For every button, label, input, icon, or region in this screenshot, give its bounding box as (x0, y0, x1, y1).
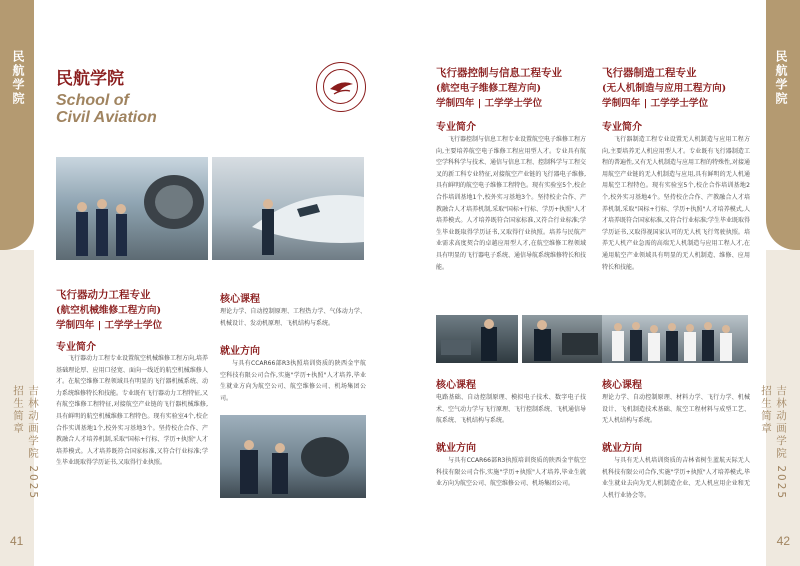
wing-emblem-icon (324, 70, 359, 105)
core-text: 理论力学、自动控制原理、工程热力学、气体动力学、机械设计、发动机原理、飞机结构与系统。 (220, 308, 366, 327)
major-b-core-heading: 核心课程 (602, 380, 642, 391)
intro-heading: 专业简介 (56, 342, 96, 353)
major-a-intro-heading: 专业简介 (436, 122, 476, 133)
major-subtitle: (航空机械维修工程方向) (56, 305, 162, 316)
college-title-en-line1: School of (56, 92, 129, 109)
engine-training-illustration (220, 415, 366, 498)
major-b-core-text: 理论力学、自动控制原理、材料力学、飞行力学、机械设计、飞机制造技术基础、航空工程材料与成型工艺、无人机结构与系统。 (602, 394, 750, 425)
major-a-employ-heading: 就业方向 (436, 443, 476, 454)
major-degree: 学制四年 | 工学学士学位 (56, 320, 163, 331)
college-emblem-logo (316, 62, 366, 112)
left-side-tab (0, 0, 34, 250)
major-a-core-heading: 核心课程 (436, 380, 476, 391)
major-b-employ-heading: 就业方向 (602, 443, 642, 454)
major-a-photo-2 (522, 315, 604, 363)
right-side-tab (766, 0, 800, 250)
right-side-title: 民航学院 (774, 50, 788, 106)
major-b-title: 飞行器制造工程专业 (602, 67, 697, 79)
left-side-subtitle: 吉林动画学院 2025招生简章 (12, 385, 39, 501)
major-b-degree: 学制四年 | 工学学士学位 (602, 98, 709, 109)
major-title-block (56, 288, 211, 333)
major-b-photo (602, 315, 748, 363)
major-a-degree: 学制四年 | 工学学士学位 (436, 98, 543, 109)
major-title: 飞行器动力工程专业 (56, 289, 151, 301)
employ-text: 与具有CCAR66部R3执照培训资质的陕西金宇航空科技有限公司合作,实施"学历+执照"人才培养,毕业生就业方向为航空公司、航空维修公司、机场集团公司。 (220, 360, 366, 402)
left-side-title: 民航学院 (11, 50, 25, 106)
major-a-title-block (436, 66, 596, 111)
right-page-number: 42 (776, 534, 790, 548)
college-title-en (56, 92, 157, 126)
major-b-intro-heading: 专业简介 (602, 122, 642, 133)
major-a-subtitle: (航空电子维修工程方向) (436, 83, 542, 94)
intro-text: 飞行器动力工程专业设置航空机械维修工程方向,培养基础理论厚、应用口径宽、面向一线近的航空机械维修人才。在航空维修工程领域具有明显的飞行器机械系统、动力系统维修特长和技能。专业既有飞行器动力工程特征,又有航空维修工程特征,对接航空产业链的飞行器机械维修,具有鲜明的航空机械维修工程特色。现有实验室4个,校企合作实训基地1个,校外实习基地3个。坚持校企合作、产教融合人才培养机制,采取"国标+行标、学历+执照"人才培养模式。人才培养既符合国家标准,又符合行业标准;学生毕业既取得学历证书,又取得行业执照。 (56, 355, 208, 467)
major-b-employ-text: 与具有无人机培训资质的吉林省树生蓝航天际无人机科技有限公司合作,实施"学历+执照"人才培养模式,毕业生就业去向为无人机制造企业、无人机应用企业和无人机行业协会等。 (602, 457, 750, 499)
major-a-employ-text: 与具有CCAR66部R3执照培训资质的陕西金宇航空科技有限公司合作,实施"学历+执照"人才培养,毕业生就业方向为航空公司、航空维修公司、机场集团公司。 (436, 457, 586, 488)
right-page (400, 0, 800, 566)
cockpit-training-illustration (522, 315, 604, 363)
major-b-subtitle: (无人机制造与应用工程方向) (602, 83, 727, 94)
major-a-title: 飞行器控制与信息工程专业 (436, 67, 562, 79)
students-engine-training-photo (220, 415, 366, 498)
engine-workshop-photo (56, 157, 208, 260)
aircraft-nose-photo (212, 157, 364, 260)
major-a-core-text: 电路基础、自动控制原理、模拟电子技术、数字电子技术、空气动力学与飞行原理、飞行控制系统、飞机通信导航系统、飞机结构与系统。 (436, 394, 587, 425)
major-a-intro-text: 飞行器控制与信息工程专业设置航空电子维修工程方向,主要培养航空电子维修工程应用型人才。专业具有航空学科科学与技术、通信与信息工程、控制科学与工程交叉的新工科专业特征,对接航空产业链的飞行器电子维修,具有鲜明的航空电子维修工程特色。现有实验室5个,校企合作培训基地1个,校外实习基地3个。坚持校企合作、产教融合人才培养机制,采取"国标+行标、学历+执照"人才培养模式。人才培养既符合国家标准,又符合行业标准;学生毕业既取得学历证书,又取得行业执照。培养与民航产业需求高度契合的卓越应用型人才,在航空维修工程领域具有明显的飞行器电子系统、通信导航系统维修特长和技能。 (436, 136, 587, 271)
core-heading: 核心课程 (220, 294, 260, 305)
right-side-subtitle: 吉林动画学院 2025招生简章 (760, 385, 787, 501)
classroom-group-illustration (602, 315, 748, 363)
electronics-lab-illustration (436, 315, 518, 363)
major-b-intro-text: 飞行器制造工程专业设置无人机制造与应用工程方向,主要培养无人机应用型人才。专业既有飞行器制造工程的普遍性,又有无人机制造与应用工程的特殊性,对接通用航空产业链的无人机制造与应用,具有鲜明的无人机通用航空工程特色。现有实验室5个,校企合作培训基地2个,校外实习基地4个。坚持校企合作、产教融合人才培养机制,采取"国标+行标、学历+执照"人才培养模式,人才培养既符合国家标准,又符合行业标准;学生毕业既取得学历证书,又取得视国家认可的无人机飞行驾驶执照。培养无人机产业急需的高端无人机制造与应用工程人才,在通用航空产业领域具有明显的无人机制造、维修、应用特长和技能。 (602, 136, 750, 271)
employ-heading: 就业方向 (220, 346, 260, 357)
engine-workshop-illustration (56, 157, 208, 260)
aircraft-nose-illustration (212, 157, 364, 260)
college-title-cn: 民航学院 (56, 69, 124, 89)
left-page-number: 41 (10, 534, 24, 548)
emblem-inner-ring (323, 69, 358, 104)
major-b-title-block (602, 66, 762, 111)
major-a-photo-1 (436, 315, 518, 363)
college-title-en-line2: Civil Aviation (56, 109, 157, 126)
